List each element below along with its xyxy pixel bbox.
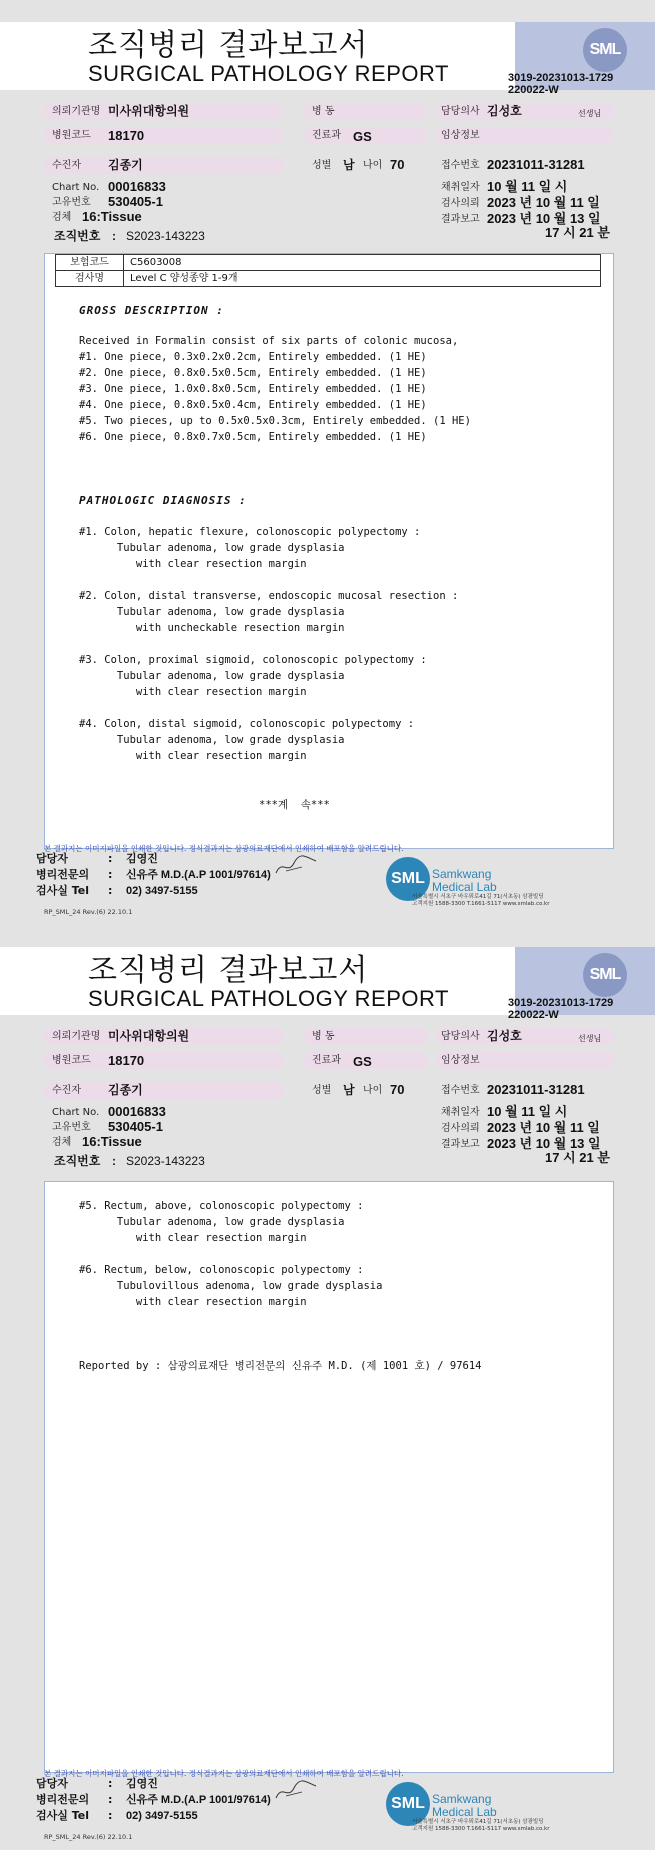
result-time: 17 시 21 분 xyxy=(545,1150,610,1165)
diagnosis-line: #2. Colon, distal transverse, endoscopic mucosal resection : xyxy=(79,590,459,602)
pathologist-value: 신유주 M.D.(A.P 1001/97614) xyxy=(126,1794,271,1806)
tissue-no-label: 조직번호 xyxy=(54,1154,101,1168)
chart-no-value: 00016833 xyxy=(108,1104,166,1119)
sml-lab-name-2: Medical Lab xyxy=(432,1805,497,1819)
result-label: 결과보고 xyxy=(441,214,480,225)
age-value: 70 xyxy=(390,157,405,172)
form-revision: RP_SML_24 Rev.(6) 22.10.1 xyxy=(44,1833,133,1841)
sml-lab-contact: 고객지원 1588-3300 T.1661-5117 www.smlab.co.kr xyxy=(412,1826,550,1832)
receipt-value: 20231011-31281 xyxy=(487,1082,585,1097)
diagnosis-line: #3. Colon, proximal sigmoid, colonoscopic polypectomy : xyxy=(79,654,427,666)
diagnosis-line: with uncheckable resection margin xyxy=(79,622,345,634)
diagnosis-line: #1. Colon, hepatic flexure, colonoscopic polypectomy : xyxy=(79,526,421,538)
request-value: 2023 년 10 월 11 일 xyxy=(487,1120,600,1135)
report-title-english: SURGICAL PATHOLOGY REPORT xyxy=(88,61,449,86)
continued-marker: ***계 속*** xyxy=(259,799,330,811)
form-revision: RP_SML_24 Rev.(6) 22.10.1 xyxy=(44,908,133,916)
dept-label: 진료과 xyxy=(312,130,341,141)
tissue-no-label: 조직번호 xyxy=(54,229,101,243)
patient-name-label: 수진자 xyxy=(52,160,81,171)
manager-value: 김영진 xyxy=(126,853,158,865)
specimen-label: 검체 xyxy=(52,212,72,223)
sml-lab-name-1: Samkwang xyxy=(432,1792,492,1806)
diagnosis-line: #5. Rectum, above, colonoscopic polypectomy : xyxy=(79,1200,364,1212)
insurance-code-value: C5603008 xyxy=(124,255,601,271)
hospital-code-value: 18170 xyxy=(108,128,145,143)
result-label: 결과보고 xyxy=(441,1139,480,1150)
lab-tel-label: 검사실 Tel xyxy=(36,884,89,897)
unique-no-value: 530405-1 xyxy=(108,194,163,209)
unique-no-label: 고유번호 xyxy=(52,197,91,208)
doctor-suffix: 선생님 xyxy=(578,109,602,118)
sml-lab-address: 서울특별시 서초구 바우뫼로41길 71(서초동) 삼광빌딩 xyxy=(412,894,544,900)
print-notice: 본 결과지는 이미지파일을 인쇄한 것입니다. 정식결과지는 삼광의료재단에서 인쇄하여 배포함을 알려드립니다. xyxy=(44,1769,404,1778)
gross-description-title: GROSS DESCRIPTION : xyxy=(79,304,224,317)
sml-lab-logo-icon: SML xyxy=(386,857,430,901)
sml-lab-contact: 고객지원 1588-3300 T.1661-5117 www.smlab.co.kr xyxy=(412,901,550,907)
institution-label: 의뢰기관명 xyxy=(52,106,101,117)
diagnosis-line: Tubular adenoma, low grade dysplasia xyxy=(79,542,345,554)
diagnosis-line: with clear resection margin xyxy=(79,686,307,698)
chart-no-value: 00016833 xyxy=(108,179,166,194)
gross-line: #1. One piece, 0.3x0.2x0.2cm, Entirely embedded. (1 HE) xyxy=(79,351,427,363)
doctor-value: 김성호 xyxy=(487,104,522,118)
tissue-no-value: S2023-143223 xyxy=(126,1154,205,1168)
clinical-label: 임상정보 xyxy=(441,130,480,141)
report-title-korean: 조직병리 결과보고서 xyxy=(88,28,369,63)
lab-tel-value: 02) 3497-5155 xyxy=(126,885,198,897)
chart-no-label: Chart No. xyxy=(52,182,100,193)
pathologist-value: 신유주 M.D.(A.P 1001/97614) xyxy=(126,869,271,881)
sex-value: 남 xyxy=(343,1083,355,1097)
age-value: 70 xyxy=(390,1082,405,1097)
patient-name-label: 수진자 xyxy=(52,1085,81,1096)
diagnosis-line: #4. Colon, distal sigmoid, colonoscopic polypectomy : xyxy=(79,718,415,730)
request-label: 검사의뢰 xyxy=(441,198,480,209)
insurance-table xyxy=(55,254,601,287)
dept-value: GS xyxy=(353,129,372,144)
institution-label: 의뢰기관명 xyxy=(52,1031,101,1042)
gross-line: #5. Two pieces, up to 0.5x0.5x0.3cm, Entirely embedded. (1 HE) xyxy=(79,415,471,427)
manager-label: 담당자 xyxy=(36,852,68,865)
unique-no-label: 고유번호 xyxy=(52,1122,91,1133)
manager-value: 김영진 xyxy=(126,1778,158,1790)
receipt-label: 접수번호 xyxy=(441,1085,480,1096)
diagnosis-line: Tubulovillous adenoma, low grade dysplasia xyxy=(79,1280,383,1292)
pathologist-label: 병리전문의 xyxy=(36,1793,90,1806)
hospital-code-value: 18170 xyxy=(108,1053,145,1068)
receipt-label: 접수번호 xyxy=(441,160,480,171)
diagnosis-line: #6. Rectum, below, colonoscopic polypectomy : xyxy=(79,1264,364,1276)
sml-logo-icon: SML xyxy=(583,28,627,72)
diagnosis-line: Tubular adenoma, low grade dysplasia xyxy=(79,1216,345,1228)
receipt-value: 20231011-31281 xyxy=(487,157,585,172)
report-title-korean: 조직병리 결과보고서 xyxy=(88,953,369,988)
request-label: 검사의뢰 xyxy=(441,1123,480,1134)
manager-sep: : xyxy=(108,852,113,865)
tissue-no-sep: : xyxy=(112,229,116,243)
doctor-suffix: 선생님 xyxy=(578,1034,602,1043)
sex-value: 남 xyxy=(343,158,355,172)
manager-sep: : xyxy=(108,1777,113,1790)
gross-line: Received in Formalin consist of six parts of colonic mucosa, xyxy=(79,335,459,347)
diagnosis-line: Tubular adenoma, low grade dysplasia xyxy=(79,734,345,746)
clinical-label: 임상정보 xyxy=(441,1055,480,1066)
age-label: 나이 xyxy=(363,1085,383,1096)
collect-value: 10 월 11 일 시 xyxy=(487,1104,568,1119)
sml-lab-logo-icon: SML xyxy=(386,1782,430,1826)
report-number: 3019-20231013-1729 220022-W xyxy=(508,997,614,1021)
gross-line: #3. One piece, 1.0x0.8x0.5cm, Entirely embedded. (1 HE) xyxy=(79,383,427,395)
patient-name-value: 김종기 xyxy=(108,1083,143,1097)
hospital-code-label: 병원코드 xyxy=(52,1055,91,1066)
gross-line: #2. One piece, 0.8x0.5x0.5cm, Entirely embedded. (1 HE) xyxy=(79,367,427,379)
specimen-value: 16:Tissue xyxy=(82,209,142,224)
print-notice: 본 결과지는 이미지파일을 인쇄한 것입니다. 정식결과지는 삼광의료재단에서 인쇄하여 배포함을 알려드립니다. xyxy=(44,844,404,853)
manager-label: 담당자 xyxy=(36,1777,68,1790)
insurance-code-label: 보험코드 xyxy=(56,255,124,271)
request-value: 2023 년 10 월 11 일 xyxy=(487,195,600,210)
doctor-value: 김성호 xyxy=(487,1029,522,1043)
sml-logo-icon: SML xyxy=(583,953,627,997)
sml-lab-name-1: Samkwang xyxy=(432,867,492,881)
report-body-page-2 xyxy=(44,1181,614,1773)
dept-value: GS xyxy=(353,1054,372,1069)
test-name-value: Level C 양성종양 1-9개 xyxy=(124,271,601,287)
diagnosis-line: with clear resection margin xyxy=(79,1296,307,1308)
tissue-no-sep: : xyxy=(112,1154,116,1168)
institution-value: 미사위대항의원 xyxy=(108,104,190,118)
collect-label: 채취일자 xyxy=(441,182,480,193)
report-body-page-1 xyxy=(44,253,614,849)
signature-icon xyxy=(272,853,320,879)
sex-label: 성별 xyxy=(312,1085,332,1096)
unique-no-value: 530405-1 xyxy=(108,1119,163,1134)
sml-lab-address: 서울특별시 서초구 바우뫼로41길 71(서초동) 삼광빌딩 xyxy=(412,1819,544,1825)
lab-tel-sep: : xyxy=(108,884,113,897)
tissue-no-value: S2023-143223 xyxy=(126,229,205,243)
collect-value: 10 월 11 일 시 xyxy=(487,179,568,194)
lab-tel-label: 검사실 Tel xyxy=(36,1809,89,1822)
specimen-label: 검체 xyxy=(52,1137,72,1148)
ward-label: 병 동 xyxy=(312,1031,335,1042)
institution-value: 미사위대항의원 xyxy=(108,1029,190,1043)
pathologic-diagnosis-title: PATHOLOGIC DIAGNOSIS : xyxy=(79,494,247,507)
result-value: 2023 년 10 월 13 일 xyxy=(487,211,601,226)
sml-lab-name-2: Medical Lab xyxy=(432,880,497,894)
collect-label: 채취일자 xyxy=(441,1107,480,1118)
reported-by: Reported by : 삼광의료재단 병리전문의 신유주 M.D. (제 1001 호) / 97614 xyxy=(79,1360,482,1372)
specimen-value: 16:Tissue xyxy=(82,1134,142,1149)
diagnosis-line: with clear resection margin xyxy=(79,750,307,762)
pathologist-sep: : xyxy=(108,1793,113,1806)
diagnosis-line: Tubular adenoma, low grade dysplasia xyxy=(79,606,345,618)
gross-line: #4. One piece, 0.8x0.5x0.4cm, Entirely embedded. (1 HE) xyxy=(79,399,427,411)
signature-icon xyxy=(272,1778,320,1804)
age-label: 나이 xyxy=(363,160,383,171)
chart-no-label: Chart No. xyxy=(52,1107,100,1118)
pathologist-sep: : xyxy=(108,868,113,881)
gross-line: #6. One piece, 0.8x0.7x0.5cm, Entirely embedded. (1 HE) xyxy=(79,431,427,443)
doctor-label: 담당의사 xyxy=(441,106,480,117)
lab-tel-sep: : xyxy=(108,1809,113,1822)
report-page-2 xyxy=(0,925,655,1850)
dept-label: 진료과 xyxy=(312,1055,341,1066)
diagnosis-line: with clear resection margin xyxy=(79,558,307,570)
ward-label: 병 동 xyxy=(312,106,335,117)
result-value: 2023 년 10 월 13 일 xyxy=(487,1136,601,1151)
doctor-label: 담당의사 xyxy=(441,1031,480,1042)
hospital-code-label: 병원코드 xyxy=(52,130,91,141)
diagnosis-line: Tubular adenoma, low grade dysplasia xyxy=(79,670,345,682)
result-time: 17 시 21 분 xyxy=(545,225,610,240)
report-title-english: SURGICAL PATHOLOGY REPORT xyxy=(88,986,449,1011)
sex-label: 성별 xyxy=(312,160,332,171)
lab-tel-value: 02) 3497-5155 xyxy=(126,1810,198,1822)
diagnosis-line: with clear resection margin xyxy=(79,1232,307,1244)
test-name-label: 검사명 xyxy=(56,271,124,287)
patient-name-value: 김종기 xyxy=(108,158,143,172)
report-number: 3019-20231013-1729 220022-W xyxy=(508,72,614,96)
pathologist-label: 병리전문의 xyxy=(36,868,90,881)
